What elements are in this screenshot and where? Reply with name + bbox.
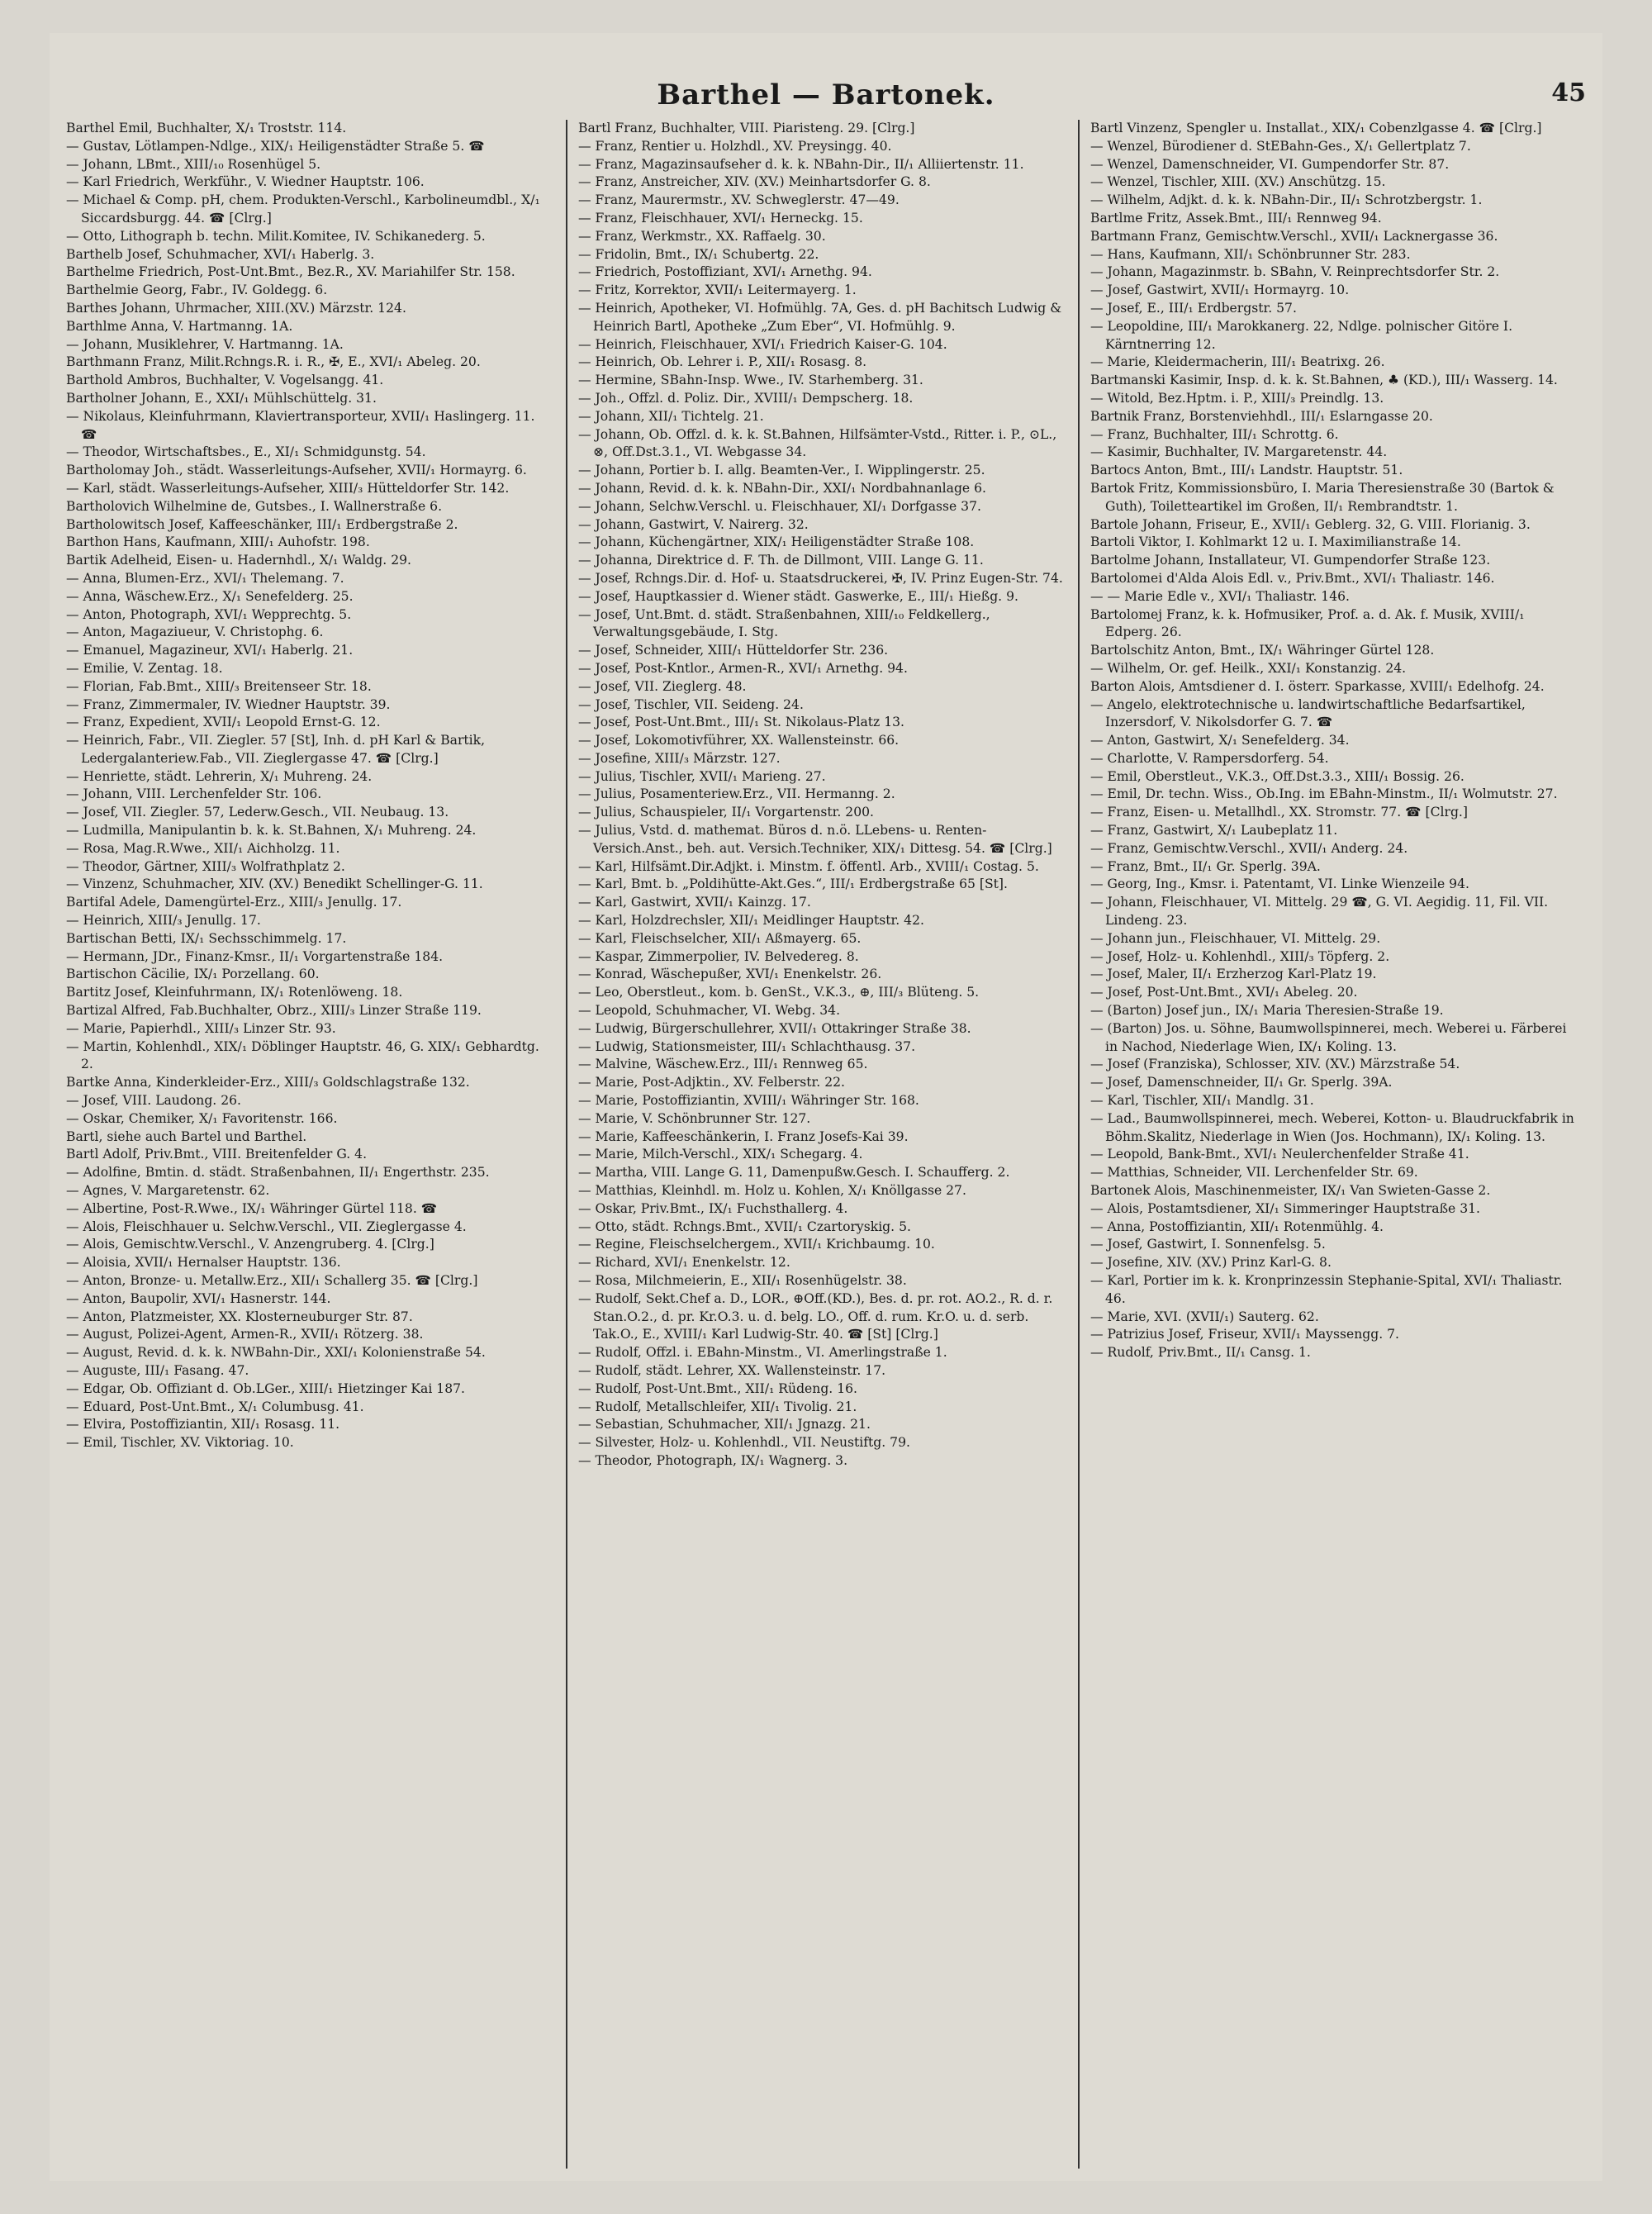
directory-entry: — Albertine, Post-R.Wwe., IX/₁ Währinger Gürtel 118. ☎ — [66, 1200, 438, 1216]
directory-entry: — (Barton) Josef jun., IX/₁ Maria Theresien-Straße 19. — [1090, 1003, 1444, 1019]
directory-entry: — Wenzel, Damenschneider, VI. Gumpendorfer Str. 87. — [1090, 156, 1450, 172]
directory-entry: — Hermann, JDr., Finanz-Kmsr., II/₁ Vorgartenstraße 184. — [66, 948, 444, 964]
directory-entry: Barthes Johann, Uhrmacher, XIII.(XV.) Märzstr. 124. — [66, 300, 406, 316]
directory-entry: — Josef, Post-Kntlor., Armen-R., XVI/₁ Arnethg. 94. — [578, 660, 908, 676]
directory-entry: Bartocs Anton, Bmt., III/₁ Landstr. Hauptstr. 51. — [1090, 463, 1403, 478]
column-divider — [566, 120, 567, 2169]
directory-entry: — Anna, Postoffiziantin, XII/₁ Rotenmühlg. 4. — [1090, 1219, 1384, 1234]
directory-entry: — Josef, VIII. Laudong. 26. — [66, 1093, 242, 1109]
directory-entry: — Josef, Schneider, XIII/₁ Hütteldorfer Str. 236. — [578, 643, 889, 658]
directory-entry: — Franz, Fleischhauer, XVI/₁ Herneckg. 15. — [578, 210, 863, 226]
directory-entry: Bartlme Fritz, Assek.Bmt., III/₁ Rennweg 94. — [1090, 210, 1382, 226]
directory-entry: — Angelo, elektrotechnische u. landwirtschaftliche Bedarfsartikel, Inzersdorf, V. Nikolsdorfer G. 7. ☎ — [1090, 696, 1526, 730]
directory-entry: — August, Polizei-Agent, Armen-R., XVII/₁ Rötzerg. 38. — [66, 1327, 424, 1342]
directory-entry: — Leo, Oberstleut., kom. b. GenSt., V.K.3., ⊕, III/₃ Blüteng. 5. — [578, 985, 980, 1000]
directory-entry: — Franz, Magazinsaufseher d. k. k. NBahn-Dir., II/₁ Alliiertenstr. 11. — [578, 156, 1024, 172]
directory-entry: — Witold, Bez.Hptm. i. P., XIII/₃ Preindlg. 13. — [1090, 390, 1384, 406]
directory-entry: Bartonek Alois, Maschinenmeister, IX/₁ Van Swieten-Gasse 2. — [1090, 1183, 1491, 1199]
directory-entry: — Henriette, städt. Lehrerin, X/₁ Muhreng. 24. — [66, 768, 373, 784]
directory-entry: Bartl, siehe auch Bartel und Barthel. — [66, 1128, 307, 1144]
directory-entry: — Josef, Gastwirt, I. Sonnenfelsg. 5. — [1090, 1237, 1326, 1252]
directory-entry: — Ludwig, Bürgerschullehrer, XVII/₁ Ottakringer Straße 38. — [578, 1020, 971, 1036]
directory-entry: — Ludwig, Stationsmeister, III/₁ Schlachthausg. 37. — [578, 1038, 916, 1054]
directory-entry: Barthlme Anna, V. Hartmanng. 1A. — [66, 318, 293, 334]
directory-entry: — Georg, Ing., Kmsr. i. Patentamt, VI. Linke Wienzeile 94. — [1090, 877, 1469, 892]
directory-entry: — Eduard, Post-Unt.Bmt., X/₁ Columbusg. 41. — [66, 1399, 364, 1414]
directory-entry: — Anton, Magaziueur, V. Christophg. 6. — [66, 625, 324, 640]
column-2 — [578, 120, 1066, 2169]
directory-entry: — Josef, Tischler, VII. Seideng. 24. — [578, 696, 804, 712]
directory-entry: — Ludmilla, Manipulantin b. k. k. St.Bahnen, X/₁ Muhreng. 24. — [66, 823, 477, 839]
directory-entry: — Rosa, Milchmeierin, E., XII/₁ Rosenhügelstr. 38. — [578, 1273, 907, 1288]
directory-entry: — Franz, Buchhalter, III/₁ Schrottg. 6. — [1090, 426, 1339, 442]
directory-entry: — Kaspar, Zimmerpolier, IV. Belvedereg. 8. — [578, 948, 859, 964]
directory-entry: — Heinrich, Fabr., VII. Ziegler. 57 [St], Inh. d. pH Karl & Bartik, Ledergalanteriew.Fab., VII. Zieglergasse 47. ☎ [Clrg.] — [66, 733, 486, 766]
directory-entry: — Anton, Photograph, XVI/₁ Wepprechtg. 5. — [66, 606, 352, 622]
directory-entry: — Otto, städt. Rchngs.Bmt., XVII/₁ Czartoryskig. 5. — [578, 1219, 911, 1234]
directory-entry: — Heinrich, XIII/₃ Jenullg. 17. — [66, 913, 261, 929]
directory-entry: Bartl Vinzenz, Spengler u. Installat., XIX/₁ Cobenzlgasse 4. ☎ [Clrg.] — [1090, 121, 1542, 135]
directory-entry: — Julius, Vstd. d. mathemat. Büros d. n.ö. LLebens- u. Renten-Versich.Anst., beh. aut. Versich.Techniker, XIX/₁ Dittesg. 54. ☎ [Clrg.] — [578, 823, 1052, 856]
directory-entry: — Oskar, Priv.Bmt., IX/₁ Fuchsthallerg. 4. — [578, 1200, 848, 1216]
directory-entry: — Rudolf, Offzl. i. EBahn-Minstm., VI. Amerlingstraße 1. — [578, 1345, 947, 1361]
directory-entry: — Emilie, V. Zentag. 18. — [66, 660, 223, 676]
directory-entry: — Florian, Fab.Bmt., XIII/₃ Breitenseer Str. 18. — [66, 678, 372, 694]
directory-entry: — Lad., Baumwollspinnerei, mech. Weberei, Kotton- u. Blaudruckfabrik in Böhm.Skalitz, Niederlage in Wien (Jos. Hochmann), IX/₁ Koling. 13. — [1090, 1110, 1574, 1144]
directory-entry: — Richard, XVI/₁ Enenkelstr. 12. — [578, 1255, 790, 1271]
directory-entry: — Karl, Hilfsämt.Dir.Adjkt. i. Minstm. f. öffentl. Arb., XVIII/₁ Costag. 5. — [578, 858, 1039, 874]
directory-entry: — Wilhelm, Adjkt. d. k. k. NBahn-Dir., II/₁ Schrotzbergstr. 1. — [1090, 192, 1483, 208]
entry-columns — [66, 120, 1594, 2169]
directory-entry: — Adolfine, Bmtin. d. städt. Straßenbahnen, II/₁ Engerthstr. 235. — [66, 1165, 490, 1181]
directory-entry: — Oskar, Chemiker, X/₁ Favoritenstr. 166. — [66, 1110, 338, 1126]
directory-entry: Bartifal Adele, Damengürtel-Erz., XIII/₃ Jenullg. 17. — [66, 895, 402, 910]
directory-entry: — Josef, Post-Unt.Bmt., III/₁ St. Nikolaus-Platz 13. — [578, 715, 905, 730]
directory-entry: — Franz, Rentier u. Holzhdl., XV. Preysingg. 40. — [578, 138, 892, 154]
directory-entry: — Johann jun., Fleischhauer, VI. Mittelg. 29. — [1090, 930, 1381, 946]
directory-entry: Bartizal Alfred, Fab.Buchhalter, Obrz., XIII/₃ Linzer Straße 119. — [66, 1003, 482, 1019]
directory-entry: Bartitz Josef, Kleinfuhrmann, IX/₁ Rotenlöweng. 18. — [66, 985, 403, 1000]
directory-entry: Bartke Anna, Kinderkleider-Erz., XIII/₃ Goldschlagstraße 132. — [66, 1075, 470, 1090]
directory-entry: — Anton, Baupolir, XVI/₁ Hasnerstr. 144. — [66, 1290, 331, 1306]
directory-entry: — Franz, Gastwirt, X/₁ Laubeplatz 11. — [1090, 823, 1338, 839]
directory-entry: — Josef, Unt.Bmt. d. städt. Straßenbahnen, XIII/₁₀ Feldkellerg., Verwaltungsgebäude, I. Stg. — [578, 606, 990, 640]
directory-entry: — Marie, Papierhdl., XIII/₃ Linzer Str. 93. — [66, 1020, 336, 1036]
directory-entry: — Martin, Kohlenhdl., XIX/₁ Döblinger Hauptstr. 46, G. XIX/₁ Gebhardtg. 2. — [66, 1038, 539, 1072]
directory-entry: — Martha, VIII. Lange G. 11, Damenpußw.Gesch. I. Schaufferg. 2. — [578, 1165, 1010, 1181]
directory-entry: — Wenzel, Tischler, XIII. (XV.) Anschützg. 15. — [1090, 174, 1386, 190]
directory-entry: — Alois, Fleischhauer u. Selchw.Verschl., VII. Zieglergasse 4. — [66, 1219, 467, 1234]
directory-entry: — Aloisia, XVII/₁ Hernalser Hauptstr. 136. — [66, 1255, 341, 1271]
directory-entry: Bartnik Franz, Borstenviehhdl., III/₁ Eslarngasse 20. — [1090, 408, 1433, 424]
directory-entry: — Anton, Bronze- u. Metallw.Erz., XII/₁ Schallerg 35. ☎ [Clrg.] — [66, 1273, 478, 1288]
directory-page — [50, 33, 1602, 2181]
directory-entry: — Franz, Zimmermaler, IV. Wiedner Hauptstr. 39. — [66, 696, 391, 712]
directory-entry: — Johann, Gastwirt, V. Nairerg. 32. — [578, 516, 809, 532]
directory-entry: — Wenzel, Bürodiener d. StEBahn-Ges., X/₁ Gellertplatz 7. — [1090, 138, 1471, 154]
directory-entry: Barthelme Friedrich, Post-Unt.Bmt., Bez.R., XV. Mariahilfer Str. 158. — [66, 264, 515, 280]
directory-entry: — Anna, Wäschew.Erz., X/₁ Senefelderg. 25. — [66, 588, 354, 604]
directory-entry: — Josef (Franziska), Schlosser, XIV. (XV.) Märzstraße 54. — [1090, 1057, 1460, 1072]
directory-entry: — Karl, Holzdrechsler, XII/₁ Meidlinger Hauptstr. 42. — [578, 913, 924, 929]
directory-entry: Bartole Johann, Friseur, E., XVII/₁ Geblerg. 32, G. VIII. Florianig. 3. — [1090, 516, 1531, 532]
directory-entry: — Malvine, Wäschew.Erz., III/₁ Rennweg 65. — [578, 1057, 868, 1072]
directory-entry: — Josef, Post-Unt.Bmt., XVI/₁ Abeleg. 20. — [1090, 985, 1358, 1000]
directory-entry: — Johann, Selchw.Verschl. u. Fleischhauer, XI/₁ Dorfgasse 37. — [578, 498, 981, 514]
directory-entry: — Johann, Ob. Offzl. d. k. k. St.Bahnen, Hilfsämter-Vstd., Ritter. i. P., ⊙L., ⊗, Off.Dst.3.1., VI. Webgasse 34. — [578, 426, 1057, 460]
directory-entry: — Josef, Gastwirt, XVII/₁ Hormayrg. 10. — [1090, 283, 1350, 298]
directory-entry: — Marie, Postoffiziantin, XVIII/₁ Währinger Str. 168. — [578, 1093, 919, 1109]
directory-entry: — Johann, LBmt., XIII/₁₀ Rosenhügel 5. — [66, 156, 321, 172]
directory-entry: — Anna, Blumen-Erz., XVI/₁ Thelemang. 7. — [66, 570, 344, 586]
page-number: 45 — [1551, 78, 1586, 107]
directory-entry: Barton Alois, Amtsdiener d. I. österr. Sparkasse, XVIII/₁ Edelhofg. 24. — [1090, 678, 1545, 694]
directory-entry: — Julius, Tischler, XVII/₁ Marieng. 27. — [578, 768, 826, 784]
directory-entry: Bartik Adelheid, Eisen- u. Hadernhdl., X/₁ Waldg. 29. — [66, 553, 411, 568]
directory-entry: — — Marie Edle v., XVI/₁ Thaliastr. 146. — [1090, 588, 1350, 604]
directory-entry: — Heinrich, Apotheker, VI. Hofmühlg. 7A, Ges. d. pH Bachitsch Ludwig & Heinrich Bartl, Apotheke „Zum Eber“, VI. Hofmühlg. 9. — [578, 300, 1062, 334]
directory-entry: — Konrad, Wäschepußer, XVI/₁ Enenkelstr. 26. — [578, 967, 882, 982]
directory-entry: — Johanna, Direktrice d. F. Th. de Dillmont, VIII. Lange G. 11. — [578, 553, 984, 568]
directory-entry: — Karl, Portier im k. k. Kronprinzessin Stephanie-Spital, XVI/₁ Thaliastr. 46. — [1090, 1273, 1563, 1306]
directory-entry: — Marie, XVI. (XVII/₁) Sauterg. 62. — [1090, 1309, 1319, 1324]
directory-entry: — Matthias, Kleinhdl. m. Holz u. Kohlen, X/₁ Knöllgasse 27. — [578, 1183, 966, 1199]
directory-entry: — Rudolf, städt. Lehrer, XX. Wallensteinstr. 17. — [578, 1362, 886, 1378]
directory-entry: — Rudolf, Sekt.Chef a. D., LOR., ⊕Off.(KD.), Bes. d. pr. rot. AO.2., R. d. r. Stan.O.2., d. pr. Kr.O.3. u. d. belg. LO., Off. d. rum. Kr.O. u. d. serb. Tak.O., E., XVIII/₁ Karl Ludwig-Str. 40. ☎ [St] [Clrg.] — [578, 1290, 1053, 1342]
directory-entry: Bartischon Cäcilie, IX/₁ Porzellang. 60. — [66, 967, 320, 982]
directory-entry: — Michael & Comp. pH, chem. Produkten-Verschl., Karbolineumdbl., X/₁ Siccardsburgg. 44. ☎ [Clrg.] — [66, 192, 540, 226]
directory-entry: — Karl, Bmt. b. „Poldihütte-Akt.Ges.“, III/₁ Erdbergstraße 65 [St]. — [578, 877, 1008, 892]
directory-entry: — Silvester, Holz- u. Kohlenhdl., VII. Neustiftg. 79. — [578, 1435, 910, 1451]
directory-entry: Bartholomay Joh., städt. Wasserleitungs-Aufseher, XVII/₁ Hormayrg. 6. — [66, 463, 527, 478]
directory-entry: — Fritz, Korrektor, XVII/₁ Leitermayerg. 1. — [578, 283, 857, 298]
directory-entry: — Karl, Fleischselcher, XII/₁ Aßmayerg. 65. — [578, 930, 862, 946]
directory-entry: Barthelmie Georg, Fabr., IV. Goldegg. 6. — [66, 283, 328, 298]
directory-entry: — Julius, Schauspieler, II/₁ Vorgartenstr. 200. — [578, 805, 875, 820]
directory-entry: Bartoli Viktor, I. Kohlmarkt 12 u. I. Maximilianstraße 14. — [1090, 534, 1461, 550]
directory-entry: — Regine, Fleischselchergem., XVII/₁ Krichbaumg. 10. — [578, 1237, 935, 1252]
directory-entry: — Agnes, V. Margaretenstr. 62. — [66, 1183, 270, 1199]
directory-entry: Bartmann Franz, Gemischtw.Verschl., XVII/₁ Lacknergasse 36. — [1090, 228, 1498, 244]
directory-entry: — Josef, VII. Ziegler. 57, Lederw.Gesch., VII. Neubaug. 13. — [66, 805, 449, 820]
directory-entry: — Johann, VIII. Lerchenfelder Str. 106. — [66, 786, 322, 802]
directory-entry: — Franz, Anstreicher, XIV. (XV.) Meinhartsdorfer G. 8. — [578, 174, 931, 190]
directory-entry: — Anton, Platzmeister, XX. Klosterneuburger Str. 87. — [66, 1309, 413, 1324]
directory-entry: Bartolme Johann, Installateur, VI. Gumpendorfer Straße 123. — [1090, 553, 1491, 568]
directory-entry: — Josef, Damenschneider, II/₁ Gr. Sperlg. 39A. — [1090, 1075, 1393, 1090]
directory-entry: — Marie, Post-Adjktin., XV. Felberstr. 22. — [578, 1075, 845, 1090]
directory-entry: Barthold Ambros, Buchhalter, V. Vogelsangg. 41. — [66, 373, 384, 388]
directory-entry: — Nikolaus, Kleinfuhrmann, Klaviertransporteur, XVII/₁ Haslingerg. 11. ☎ — [66, 408, 535, 442]
directory-entry: — Hermine, SBahn-Insp. Wwe., IV. Starhemberg. 31. — [578, 373, 923, 388]
directory-entry: — Josefine, XIV. (XV.) Prinz Karl-G. 8. — [1090, 1255, 1332, 1271]
directory-entry: — Josef, E., III/₁ Erdbergstr. 57. — [1090, 300, 1297, 316]
directory-entry: — Marie, Milch-Verschl., XIX/₁ Schegarg. 4. — [578, 1147, 863, 1162]
directory-entry: — Johann, Revid. d. k. k. NBahn-Dir., XXI/₁ Nordbahnanlage 6. — [578, 480, 986, 496]
directory-entry: — Franz, Expedient, XVII/₁ Leopold Ernst-G. 12. — [66, 715, 381, 730]
directory-entry: — Josefine, XIII/₃ Märzstr. 127. — [578, 750, 781, 766]
directory-entry: Barthelb Josef, Schuhmacher, XVI/₁ Haberlg. 3. — [66, 246, 375, 262]
directory-entry: — August, Revid. d. k. k. NWBahn-Dir., XXI/₁ Kolonienstraße 54. — [66, 1345, 486, 1361]
directory-entry: Bartischan Betti, IX/₁ Sechsschimmelg. 17. — [66, 930, 347, 946]
directory-entry: — Rudolf, Priv.Bmt., II/₁ Cansg. 1. — [1090, 1345, 1311, 1361]
column-divider — [1078, 120, 1080, 2169]
directory-entry: — Emil, Oberstleut., V.K.3., Off.Dst.3.3., XIII/₁ Bossig. 26. — [1090, 768, 1464, 784]
directory-entry: — Josef, Rchngs.Dir. d. Hof- u. Staatsdruckerei, ✠, IV. Prinz Eugen-Str. 74. — [578, 570, 1063, 586]
directory-entry: — Josef, Holz- u. Kohlenhdl., XIII/₃ Töpferg. 2. — [1090, 948, 1390, 964]
directory-entry: — Alois, Gemischtw.Verschl., V. Anzengruberg. 4. [Clrg.] — [66, 1237, 434, 1252]
directory-entry: — Karl, Gastwirt, XVII/₁ Kainzg. 17. — [578, 895, 811, 910]
directory-entry: — Theodor, Gärtner, XIII/₃ Wolfrathplatz 2. — [66, 858, 345, 874]
directory-entry: — Franz, Bmt., II/₁ Gr. Sperlg. 39A. — [1090, 858, 1321, 874]
directory-entry: — Wilhelm, Or. gef. Heilk., XXI/₁ Konstanzig. 24. — [1090, 660, 1407, 676]
directory-entry: Bartolomej Franz, k. k. Hofmusiker, Prof. a. d. Ak. f. Musik, XVIII/₁ Edperg. 26. — [1090, 606, 1525, 640]
directory-entry: — Marie, Kleidermacherin, III/₁ Beatrixg. 26. — [1090, 354, 1385, 370]
directory-entry: — Franz, Gemischtw.Verschl., XVII/₁ Anderg. 24. — [1090, 840, 1408, 856]
directory-entry: — Emil, Tischler, XV. Viktoriag. 10. — [66, 1435, 294, 1451]
directory-entry: — (Barton) Jos. u. Söhne, Baumwollspinnerei, mech. Weberei u. Färberei in Nachod, Niederlage Wien, IX/₁ Koling. 13. — [1090, 1020, 1567, 1054]
directory-entry: — Hans, Kaufmann, XII/₁ Schönbrunner Str. 283. — [1090, 246, 1411, 262]
directory-entry: — Franz, Eisen- u. Metallhdl., XX. Stromstr. 77. ☎ [Clrg.] — [1090, 805, 1468, 820]
directory-entry: — Josef, Maler, II/₁ Erzherzog Karl-Platz 19. — [1090, 967, 1377, 982]
directory-entry: — Johann, Musiklehrer, V. Hartmanng. 1A. — [66, 336, 344, 352]
directory-entry: Bartl Adolf, Priv.Bmt., VIII. Breitenfelder G. 4. — [66, 1147, 368, 1162]
directory-entry: — Gustav, Lötlampen-Ndlge., XIX/₁ Heiligenstädter Straße 5. ☎ — [66, 138, 485, 154]
directory-entry: — Otto, Lithograph b. techn. Milit.Komitee, IV. Schikanederg. 5. — [66, 228, 486, 244]
directory-entry: — Rudolf, Post-Unt.Bmt., XII/₁ Rüdeng. 16. — [578, 1380, 858, 1396]
directory-entry: — Leopold, Schuhmacher, VI. Webg. 34. — [578, 1003, 841, 1019]
directory-entry: — Julius, Posamenteriew.Erz., VII. Hermanng. 2. — [578, 786, 895, 802]
directory-entry: Barthmann Franz, Milit.Rchngs.R. i. R., ✠, E., XVI/₁ Abeleg. 20. — [66, 354, 481, 370]
directory-entry: Barthon Hans, Kaufmann, XIII/₁ Auhofstr. 198. — [66, 534, 370, 550]
directory-entry: — Leopold, Bank-Bmt., XVI/₁ Neulerchenfelder Straße 41. — [1090, 1147, 1469, 1162]
directory-entry: Bartolschitz Anton, Bmt., IX/₁ Währinger Gürtel 128. — [1090, 643, 1435, 658]
directory-entry: — Alois, Postamtsdiener, XI/₁ Simmeringer Hauptstraße 31. — [1090, 1200, 1480, 1216]
directory-entry: — Friedrich, Postoffiziant, XVI/₁ Arnethg. 94. — [578, 264, 872, 280]
directory-entry: — Johann, XII/₁ Tichtelg. 21. — [578, 408, 764, 424]
directory-entry: Barthel Emil, Buchhalter, X/₁ Troststr. 114. — [66, 121, 347, 135]
directory-entry: — Leopoldine, III/₁ Marokkanerg. 22, Ndlge. polnischer Gitöre I. Kärntnerring 12. — [1090, 318, 1513, 352]
directory-entry: — Franz, Maurermstr., XV. Schweglerstr. 47—49. — [578, 192, 900, 208]
directory-entry: — Karl Friedrich, Werkführ., V. Wiedner Hauptstr. 106. — [66, 174, 425, 190]
directory-entry: Bartl Franz, Buchhalter, VIII. Piaristeng. 29. [Clrg.] — [578, 121, 915, 135]
directory-entry: — Marie, V. Schönbrunner Str. 127. — [578, 1110, 811, 1126]
directory-entry: — Marie, Kaffeeschänkerin, I. Franz Josefs-Kai 39. — [578, 1128, 909, 1144]
directory-entry: — Elvira, Postoffiziantin, XII/₁ Rosasg. 11. — [66, 1417, 340, 1432]
directory-entry: — Heinrich, Fleischhauer, XVI/₁ Friedrich Kaiser-G. 104. — [578, 336, 947, 352]
directory-entry: — Anton, Gastwirt, X/₁ Senefelderg. 34. — [1090, 733, 1350, 748]
directory-entry: — Emil, Dr. techn. Wiss., Ob.Ing. im EBahn-Minstm., II/₁ Wolmutstr. 27. — [1090, 786, 1558, 802]
directory-entry: Bartmanski Kasimir, Insp. d. k. k. St.Bahnen, ♣ (KD.), III/₁ Wasserg. 14. — [1090, 373, 1558, 388]
directory-entry: — Theodor, Photograph, IX/₁ Wagnerg. 3. — [578, 1452, 848, 1468]
directory-entry: — Emanuel, Magazineur, XVI/₁ Haberlg. 21. — [66, 643, 354, 658]
directory-entry: — Kasimir, Buchhalter, IV. Margaretenstr. 44. — [1090, 444, 1388, 460]
directory-entry: — Vinzenz, Schuhmacher, XIV. (XV.) Benedikt Schellinger-G. 11. — [66, 877, 483, 892]
directory-entry: — Karl, Tischler, XII/₁ Mandlg. 31. — [1090, 1093, 1314, 1109]
directory-entry: — Karl, städt. Wasserleitungs-Aufseher, XIII/₃ Hütteldorfer Str. 142. — [66, 480, 510, 496]
directory-entry: — Josef, Hauptkassier d. Wiener städt. Gaswerke, E., III/₁ Hießg. 9. — [578, 588, 1018, 604]
directory-entry: — Sebastian, Schuhmacher, XII/₁ Jgnazg. 21. — [578, 1417, 871, 1432]
directory-entry: — Johann, Küchengärtner, XIX/₁ Heiligenstädter Straße 108. — [578, 534, 975, 550]
directory-entry: — Auguste, III/₁ Fasang. 47. — [66, 1362, 249, 1378]
directory-entry: Bartok Fritz, Kommissionsbüro, I. Maria Theresienstraße 30 (Bartok & Guth), Toiletteartikel im Großen, II/₁ Rembrandtstr. 1. — [1090, 480, 1555, 514]
directory-entry: — Joh., Offzl. d. Poliz. Dir., XVIII/₁ Dempscherg. 18. — [578, 390, 914, 406]
directory-entry: — Johann, Magazinmstr. b. SBahn, V. Reinprechtsdorfer Str. 2. — [1090, 264, 1500, 280]
directory-entry: — Edgar, Ob. Offiziant d. Ob.LGer., XIII/₁ Hietzinger Kai 187. — [66, 1380, 466, 1396]
directory-entry: Bartholner Johann, E., XXI/₁ Mühlschüttelg. 31. — [66, 390, 377, 406]
directory-entry: — Franz, Werkmstr., XX. Raffaelg. 30. — [578, 228, 826, 244]
directory-entry: — Charlotte, V. Rampersdorferg. 54. — [1090, 750, 1329, 766]
directory-entry: — Matthias, Schneider, VII. Lerchenfelder Str. 69. — [1090, 1165, 1418, 1181]
column-3 — [1090, 120, 1578, 2169]
running-title: Barthel — Bartonek. — [657, 78, 995, 112]
column-1 — [66, 120, 553, 2169]
directory-entry: — Rosa, Mag.R.Wwe., XII/₁ Aichholzg. 11. — [66, 840, 340, 856]
directory-entry: — Patrizius Josef, Friseur, XVII/₁ Mayssengg. 7. — [1090, 1327, 1399, 1342]
directory-entry: Bartholovich Wilhelmine de, Gutsbes., I. Wallnerstraße 6. — [66, 498, 443, 514]
directory-entry: — Josef, Lokomotivführer, XX. Wallensteinstr. 66. — [578, 733, 900, 748]
directory-entry: — Rudolf, Metallschleifer, XII/₁ Tivolig. 21. — [578, 1399, 857, 1414]
directory-entry: — Heinrich, Ob. Lehrer i. P., XII/₁ Rosasg. 8. — [578, 354, 867, 370]
directory-entry: — Johann, Fleischhauer, VI. Mittelg. 29 ☎, G. VI. Aegidig. 11, Fil. VII. Lindeng. 23. — [1090, 895, 1549, 929]
directory-entry: — Josef, VII. Zieglerg. 48. — [578, 678, 747, 694]
directory-entry: — Johann, Portier b. I. allg. Beamten-Ver., I. Wipplingerstr. 25. — [578, 463, 985, 478]
directory-entry: — Theodor, Wirtschaftsbes., E., XI/₁ Schmidgunstg. 54. — [66, 444, 426, 460]
directory-entry: Bartholowitsch Josef, Kaffeeschänker, III/₁ Erdbergstraße 2. — [66, 516, 458, 532]
directory-entry: Bartolomei d'Alda Alois Edl. v., Priv.Bmt., XVI/₁ Thaliastr. 146. — [1090, 570, 1495, 586]
directory-entry: — Fridolin, Bmt., IX/₁ Schubertg. 22. — [578, 246, 819, 262]
